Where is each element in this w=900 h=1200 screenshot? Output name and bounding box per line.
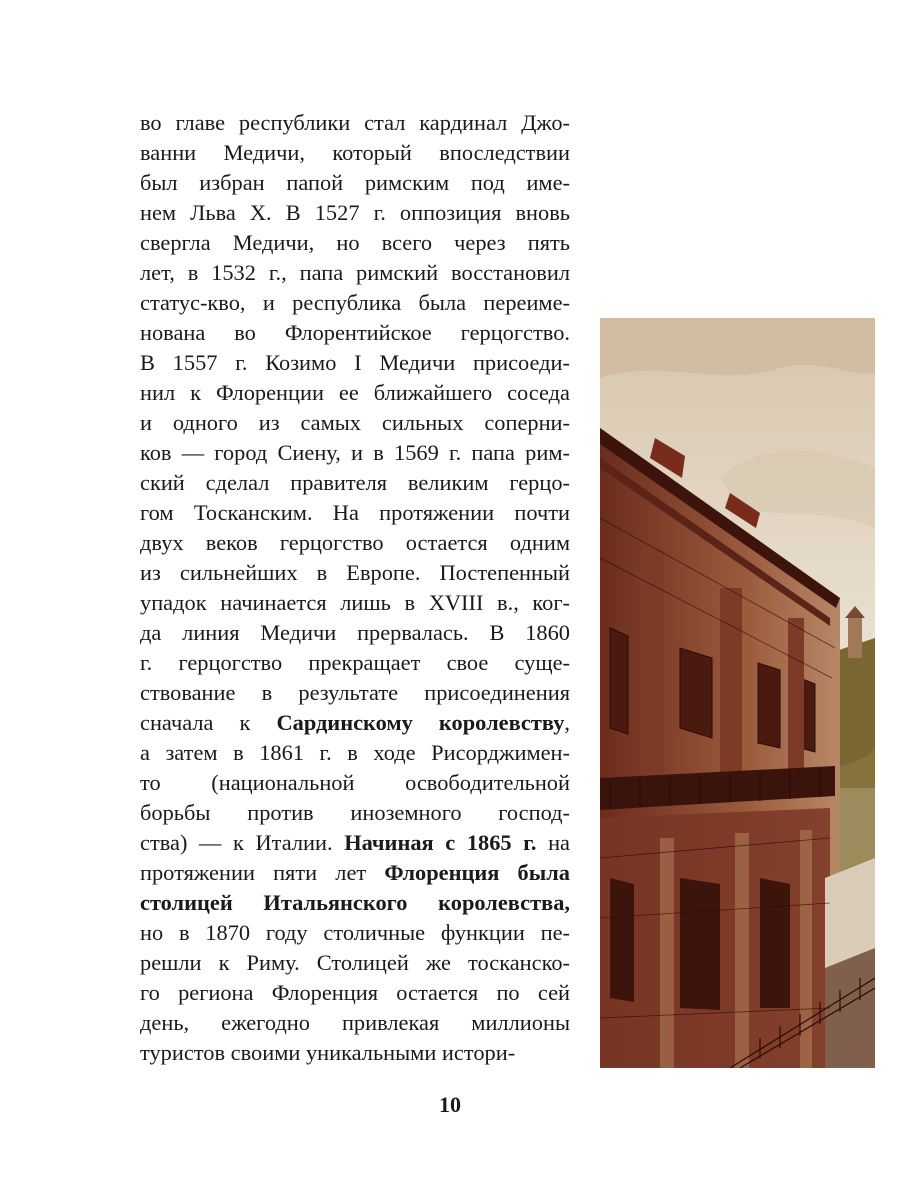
page-number: 10 — [439, 1092, 461, 1117]
text-run: да линия Медичи прервалась. В 1860 — [140, 620, 570, 645]
text-run: день, ежегодно привлекая миллионы — [140, 1010, 570, 1035]
text-line — [140, 558, 570, 588]
text-line — [140, 228, 570, 258]
palazzo-illustration — [600, 318, 875, 1068]
text-line — [140, 498, 570, 528]
text-line — [140, 948, 570, 978]
text-line — [140, 348, 570, 378]
text-run: во главе республики стал кардинал Джо- — [140, 110, 570, 135]
text-line — [140, 318, 570, 348]
text-line — [140, 828, 570, 858]
text-run: ский сделал правителя великим герцо- — [140, 470, 570, 495]
text-run: протяжении пяти лет — [140, 860, 385, 885]
text-line — [140, 108, 570, 138]
text-line — [140, 858, 570, 888]
text-run: из сильнейших в Европе. Постепенный — [140, 560, 570, 585]
text-run: , — [564, 710, 570, 735]
text-line — [140, 978, 570, 1008]
text-run: лет, в 1532 г., папа римский восстановил — [140, 260, 570, 285]
text-run: был избран папой римским под име- — [140, 170, 570, 195]
text-run: нем Льва X. В 1527 г. оппозиция вновь — [140, 200, 570, 225]
bold-text-run: Сардинскому королевству — [276, 710, 565, 735]
text-run: ванни Медичи, который впоследствии — [140, 140, 570, 165]
text-run: В 1557 г. Козимо I Медичи присоеди- — [140, 350, 570, 375]
bold-text-run: Флоренция была — [384, 860, 570, 885]
text-line — [140, 138, 570, 168]
text-line — [140, 288, 570, 318]
text-run: ствование в результате присоединения — [140, 680, 570, 705]
text-line — [140, 738, 570, 768]
text-line — [140, 678, 570, 708]
text-line — [140, 888, 570, 918]
palazzo-sketch-image — [600, 318, 875, 1068]
text-line — [140, 618, 570, 648]
text-run: но в 1870 году столичные функции пе- — [140, 920, 570, 945]
text-run: туристов своими уникальными истори- — [140, 1040, 516, 1065]
text-run: решли к Риму. Столицей же тосканско- — [140, 950, 570, 975]
text-run: и одного из самых сильных соперни- — [140, 410, 570, 435]
text-run: гом Тосканским. На протяжении почти — [140, 500, 570, 525]
text-run: нована во Флорентийское герцогство. — [140, 320, 570, 345]
text-run: на — [536, 830, 570, 855]
text-line — [140, 708, 570, 738]
text-line — [140, 438, 570, 468]
text-line — [140, 408, 570, 438]
text-line — [140, 1038, 570, 1068]
text-run: сначала к — [140, 710, 277, 735]
text-run: а затем в 1861 г. в ходе Рисорджимен- — [140, 740, 570, 765]
text-run: ства) — к Италии. — [140, 830, 345, 855]
text-line — [140, 588, 570, 618]
text-line — [140, 258, 570, 288]
bold-text-run: столицей Итальянского королевства, — [140, 890, 570, 915]
text-line — [140, 798, 570, 828]
text-run: упадок начинается лишь в XVIII в., ког- — [140, 590, 570, 615]
bold-text-run: Начиная с 1865 г. — [344, 830, 537, 855]
text-run: борьбы против иноземного господ- — [140, 800, 570, 825]
text-line — [140, 468, 570, 498]
body-text — [140, 108, 570, 1068]
text-line — [140, 1008, 570, 1038]
text-run: нил к Флоренции ее ближайшего соседа — [140, 380, 570, 405]
text-line — [140, 918, 570, 948]
text-line — [140, 168, 570, 198]
text-run: го региона Флоренция остается по сей — [140, 980, 570, 1005]
text-line — [140, 378, 570, 408]
text-run: ков — город Сиену, и в 1569 г. папа рим- — [140, 440, 570, 465]
text-line — [140, 768, 570, 798]
text-line — [140, 648, 570, 678]
text-run: статус-кво, и республика была переиме- — [140, 290, 570, 315]
text-run: двух веков герцогство остается одним — [140, 530, 570, 555]
text-run: свергла Медичи, но всего через пять — [140, 230, 570, 255]
text-line — [140, 198, 570, 228]
text-line — [140, 528, 570, 558]
text-run: то (национальной освободительной — [140, 770, 570, 795]
text-run: г. герцогство прекращает свое суще- — [140, 650, 570, 675]
